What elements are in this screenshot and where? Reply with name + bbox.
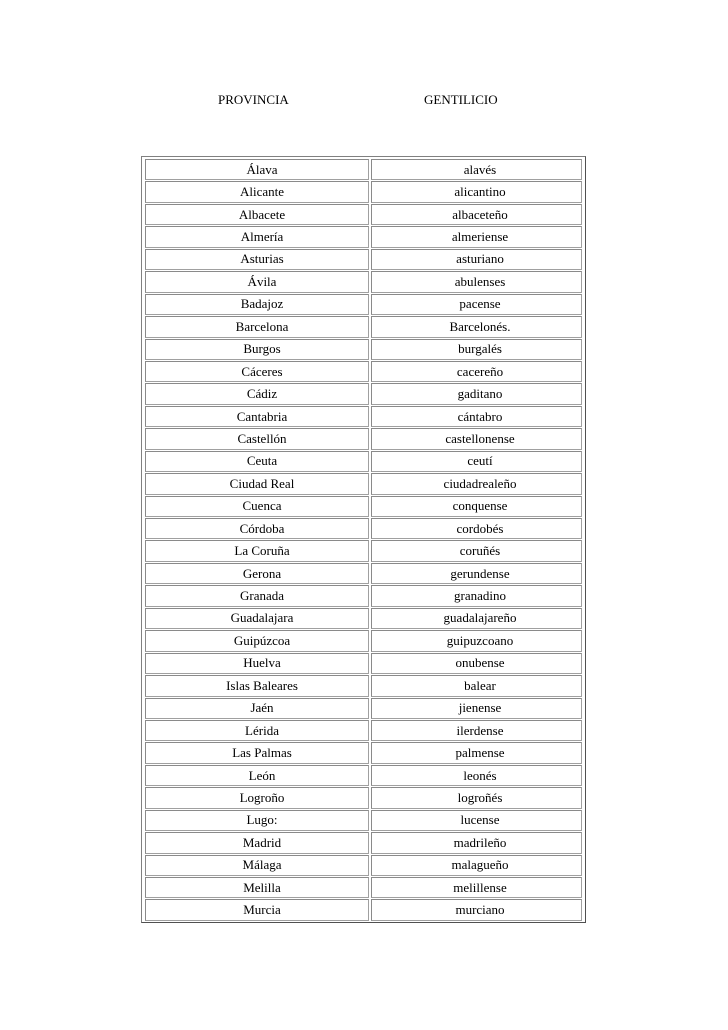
gentilicio-cell [371, 585, 582, 606]
gentilicio-cell [371, 204, 582, 225]
gentilicio-cell [371, 226, 582, 247]
provincia-text: Cuenca [242, 498, 282, 514]
gentilicio-cell [371, 630, 582, 651]
provincia-cell [145, 899, 369, 920]
table-row [144, 584, 583, 606]
gentilicio-text: palmense [455, 745, 505, 761]
table-row [144, 854, 583, 876]
gentilicio-text: almeriense [451, 229, 509, 245]
gentilicio-text: granadino [454, 588, 506, 604]
table-row [144, 270, 583, 292]
table-row [144, 786, 583, 808]
provincia-cell [145, 540, 369, 561]
gentilicio-text: albaceteño [452, 206, 508, 222]
gentilicio-cell [371, 428, 582, 449]
provincia-text: Madrid [242, 834, 282, 850]
gentilicio-text: cacereño [456, 363, 504, 379]
provincia-text: Jaén [250, 700, 274, 716]
provincia-cell [145, 181, 369, 202]
table-row [144, 809, 583, 831]
gentilicio-text: lucense [460, 812, 500, 828]
provincia-text: Albacete [238, 206, 286, 222]
provincia-text: Las Palmas [232, 745, 292, 761]
table-row [144, 225, 583, 247]
gentilicio-cell [371, 675, 582, 696]
gentilicio-cell [371, 563, 582, 584]
table-row [144, 338, 583, 360]
provincia-text: Almería [240, 229, 284, 245]
provincia-cell [145, 518, 369, 539]
provincia-text: Guipúzcoa [233, 632, 291, 648]
table-row [144, 382, 583, 404]
provincia-text: Lérida [245, 722, 279, 738]
provincia-text: Melilla [243, 879, 281, 895]
provincia-cell [145, 316, 369, 337]
gentilicio-cell [371, 608, 582, 629]
provincia-cell [145, 204, 369, 225]
gentilicio-cell [371, 899, 582, 920]
gentilicio-cell [371, 159, 582, 180]
provincia-cell [145, 698, 369, 719]
gentilicio-text: alavés [463, 161, 497, 177]
gentilicio-cell [371, 181, 582, 202]
gentilicio-cell [371, 877, 582, 898]
provincia-text: Ciudad Real [229, 475, 295, 491]
provincia-text: Málaga [242, 857, 282, 873]
gentilicio-text: asturiano [456, 251, 504, 267]
provincia-text: Islas Baleares [226, 677, 298, 693]
gentilicio-cell [371, 765, 582, 786]
gentilicio-text: guadalajareño [443, 610, 517, 626]
provinces-table [141, 156, 586, 923]
provincia-cell [145, 765, 369, 786]
gentilicio-cell [371, 496, 582, 517]
provincia-cell [145, 406, 369, 427]
table-row [144, 315, 583, 337]
gentilicio-text: madrileño [453, 834, 507, 850]
gentilicio-cell [371, 271, 582, 292]
table-row [144, 898, 583, 920]
table-row [144, 427, 583, 449]
provincia-text: Badajoz [240, 296, 284, 312]
table-row [144, 674, 583, 696]
table-row [144, 539, 583, 561]
gentilicio-cell [371, 720, 582, 741]
gentilicio-text: conquense [452, 498, 508, 514]
gentilicio-text: malagueño [451, 857, 509, 873]
provincia-text: Asturias [240, 251, 284, 267]
table-row [144, 248, 583, 270]
gentilicio-text: alicantino [454, 184, 506, 200]
provincia-text: Cádiz [246, 386, 278, 402]
gentilicio-text: ciudadrealeño [443, 475, 517, 491]
gentilicio-cell [371, 518, 582, 539]
table-row [144, 180, 583, 202]
provincia-cell [145, 383, 369, 404]
provincia-cell [145, 473, 369, 494]
gentilicio-cell [371, 339, 582, 360]
gentilicio-cell [371, 832, 582, 853]
table-row [144, 831, 583, 853]
provincia-cell [145, 226, 369, 247]
provincia-text: Barcelona [235, 318, 289, 334]
provincia-cell [145, 720, 369, 741]
table-row [144, 652, 583, 674]
gentilicio-text: murciano [455, 902, 505, 918]
provincia-cell [145, 855, 369, 876]
gentilicio-cell [371, 451, 582, 472]
gentilicio-text: melillense [453, 879, 507, 895]
provincia-text: Logroño [239, 789, 285, 805]
provincia-cell [145, 361, 369, 382]
gentilicio-cell [371, 473, 582, 494]
gentilicio-cell [371, 810, 582, 831]
table-row [144, 629, 583, 651]
provincia-cell [145, 608, 369, 629]
gentilicio-text: guipuzcoano [446, 632, 514, 648]
provincia-cell [145, 787, 369, 808]
table-row [144, 764, 583, 786]
provincia-text: Álava [246, 161, 278, 177]
table-row [144, 876, 583, 898]
provincia-text: Murcia [243, 902, 281, 918]
table-row [144, 697, 583, 719]
provincia-text: Cantabria [236, 408, 288, 424]
table-header [0, 92, 728, 112]
gentilicio-text: abulenses [454, 273, 506, 289]
gentilicio-cell [371, 855, 582, 876]
provincia-text: Castellón [237, 430, 287, 446]
gentilicio-cell [371, 406, 582, 427]
provincia-cell [145, 294, 369, 315]
table-row [144, 495, 583, 517]
provincia-cell [145, 832, 369, 853]
gentilicio-text: jienense [458, 700, 502, 716]
provincia-cell [145, 339, 369, 360]
gentilicio-text: onubense [455, 655, 505, 671]
gentilicio-cell [371, 540, 582, 561]
provincia-cell [145, 451, 369, 472]
gentilicio-text: coruñés [459, 543, 501, 559]
provincia-text: Guadalajara [230, 610, 294, 626]
gentilicio-text: Barcelonés. [449, 318, 511, 334]
gentilicio-text: ilerdense [456, 722, 504, 738]
provincia-text: Burgos [243, 341, 281, 357]
gentilicio-cell [371, 383, 582, 404]
provincia-text: Huelva [243, 655, 281, 671]
column-header-provincia: PROVINCIA [218, 92, 289, 107]
provincia-text: Ávila [247, 273, 277, 289]
provincia-cell [145, 249, 369, 270]
gentilicio-text: burgalés [458, 341, 502, 357]
table-row [144, 203, 583, 225]
provincia-text: Lugo: [246, 812, 278, 828]
column-header-gentilicio: GENTILICIO [424, 92, 498, 107]
table-row [144, 562, 583, 584]
gentilicio-text: leonés [463, 767, 497, 783]
gentilicio-cell [371, 294, 582, 315]
provincia-text: Gerona [242, 565, 282, 581]
gentilicio-text: gaditano [457, 386, 503, 402]
gentilicio-text: gerundense [450, 565, 510, 581]
provincia-cell [145, 496, 369, 517]
provincia-cell [145, 653, 369, 674]
gentilicio-text: cordobés [456, 520, 504, 536]
gentilicio-cell [371, 361, 582, 382]
provincia-text: Ceuta [246, 453, 278, 469]
gentilicio-cell [371, 316, 582, 337]
provincia-cell [145, 428, 369, 449]
provincia-cell [145, 630, 369, 651]
provincia-cell [145, 563, 369, 584]
provincia-cell [145, 877, 369, 898]
table-row [144, 741, 583, 763]
table-row [144, 450, 583, 472]
table-row [144, 472, 583, 494]
provincia-text: Cáceres [241, 363, 283, 379]
table-row [144, 158, 583, 180]
gentilicio-text: pacense [459, 296, 501, 312]
table-row [144, 405, 583, 427]
provincia-cell [145, 810, 369, 831]
gentilicio-text: balear [464, 677, 496, 693]
table-row [144, 517, 583, 539]
provincia-text: La Coruña [234, 543, 290, 559]
gentilicio-text: logroñés [457, 789, 503, 805]
provincia-text: Córdoba [239, 520, 285, 536]
gentilicio-cell [371, 653, 582, 674]
provincia-cell [145, 585, 369, 606]
gentilicio-text: ceutí [467, 453, 493, 469]
provincia-text: Alicante [239, 184, 285, 200]
provincia-text: Granada [239, 588, 285, 604]
gentilicio-cell [371, 742, 582, 763]
table-row [144, 607, 583, 629]
table-row [144, 360, 583, 382]
provincia-cell [145, 675, 369, 696]
gentilicio-text: castellonense [445, 430, 515, 446]
provincia-cell [145, 159, 369, 180]
gentilicio-cell [371, 787, 582, 808]
gentilicio-cell [371, 249, 582, 270]
table-row [144, 719, 583, 741]
table-row [144, 293, 583, 315]
gentilicio-text: cántabro [457, 408, 503, 424]
gentilicio-cell [371, 698, 582, 719]
provincia-text: León [248, 767, 276, 783]
provincia-cell [145, 742, 369, 763]
provincia-cell [145, 271, 369, 292]
